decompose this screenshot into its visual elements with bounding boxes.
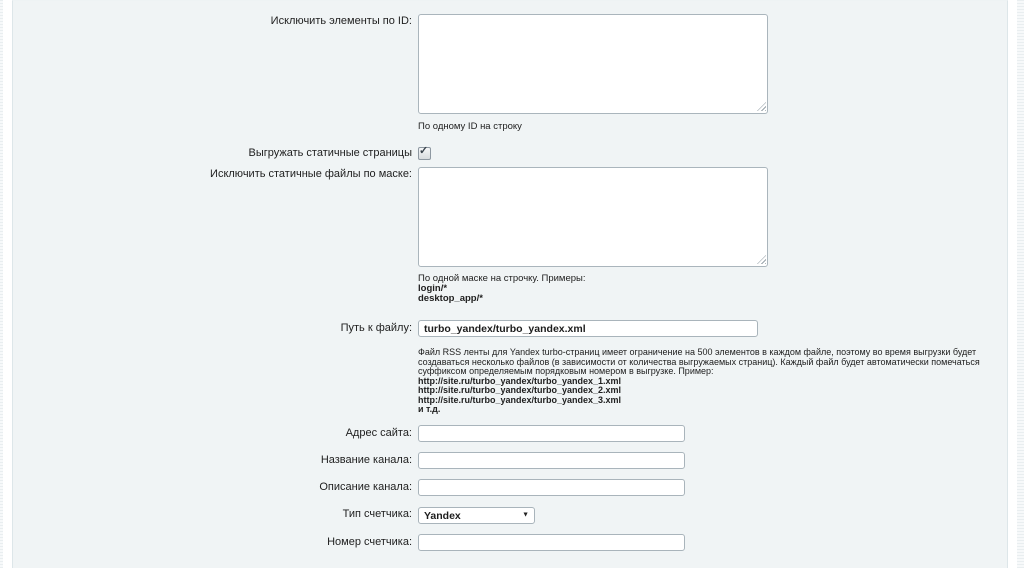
channel-description-input[interactable] xyxy=(418,479,685,496)
form-row-export-static xyxy=(13,147,1007,160)
export-static-checkbox-wrap xyxy=(418,147,431,160)
file-path-label: Путь к файлу: xyxy=(340,322,412,334)
counter-type-select[interactable] xyxy=(418,507,535,524)
counter-number-label: Номер счетчика: xyxy=(327,536,412,548)
exclude-masks-hint-example: desktop_app/* xyxy=(418,293,483,304)
channel-name-input[interactable] xyxy=(418,452,685,469)
form-row-file-path xyxy=(13,320,1007,337)
checkmark-icon: ✓ xyxy=(419,145,429,157)
file-path-help-example: http://site.ru/turbo_yandex/turbo_yandex_3.xml xyxy=(418,394,622,405)
exclude-masks-hint-title: По одной маске на строчку. Примеры: xyxy=(418,273,586,284)
exclude-masks-hint xyxy=(418,274,1007,304)
form-row-exclude-ids xyxy=(13,14,1007,114)
page-left-edge xyxy=(0,0,3,568)
exclude-masks-textarea[interactable] xyxy=(418,167,768,267)
form-row-channel-name xyxy=(13,452,1007,469)
site-address-input[interactable] xyxy=(418,425,685,442)
exclude-ids-hint: По одному ID на строку xyxy=(418,121,522,132)
form-row-site-address xyxy=(13,425,1007,442)
settings-panel xyxy=(12,0,1008,568)
turbo-yandex-settings-form xyxy=(13,1,1007,551)
form-row-counter-number xyxy=(13,534,1007,551)
exclude-ids-textarea-wrap xyxy=(418,14,768,114)
export-static-label: Выгружать статичные страницы xyxy=(248,147,412,159)
chevron-down-icon: ▼ xyxy=(522,511,529,519)
export-static-checkbox[interactable] xyxy=(418,147,431,160)
counter-type-select-wrap xyxy=(418,506,535,525)
scrollbar-track xyxy=(1017,0,1024,568)
file-path-help-etc: и т.д. xyxy=(418,404,441,414)
file-path-help-text: Файл RSS ленты для Yandex turbo-страниц имеет ограничение на 500 элементов в каждом файле, поэтому во время выгрузки будет создаваться несколько файлов (в зависимости от количества выгружаемых страниц). Каждый файл будет автоматически помечаться суффиксом определяемым порядковым номером в выгрузке. Пример: xyxy=(418,347,980,376)
exclude-masks-label: Исключить статичные файлы по маске: xyxy=(210,168,412,180)
exclude-masks-textarea-wrap xyxy=(418,167,768,267)
file-path-input[interactable] xyxy=(418,320,758,337)
channel-name-label: Название канала: xyxy=(320,453,412,466)
counter-type-label: Тип счетчика: xyxy=(342,508,412,521)
file-path-help-example: http://site.ru/turbo_yandex/turbo_yandex_1.xml xyxy=(418,375,622,386)
form-row-channel-description xyxy=(13,479,1007,496)
file-path-help xyxy=(418,348,1018,415)
site-address-label: Адрес сайта: xyxy=(345,426,412,439)
exclude-masks-hint-example: login/* xyxy=(418,283,448,294)
exclude-ids-label: Исключить элементы по ID: xyxy=(270,15,412,27)
file-path-help-example: http://site.ru/turbo_yandex/turbo_yandex_2.xml xyxy=(418,385,622,395)
counter-number-input[interactable] xyxy=(418,534,685,551)
form-row-exclude-masks xyxy=(13,167,1007,267)
form-row-counter-type xyxy=(13,506,1007,525)
exclude-ids-textarea[interactable] xyxy=(418,14,768,114)
channel-description-label: Описание канала: xyxy=(319,480,412,493)
